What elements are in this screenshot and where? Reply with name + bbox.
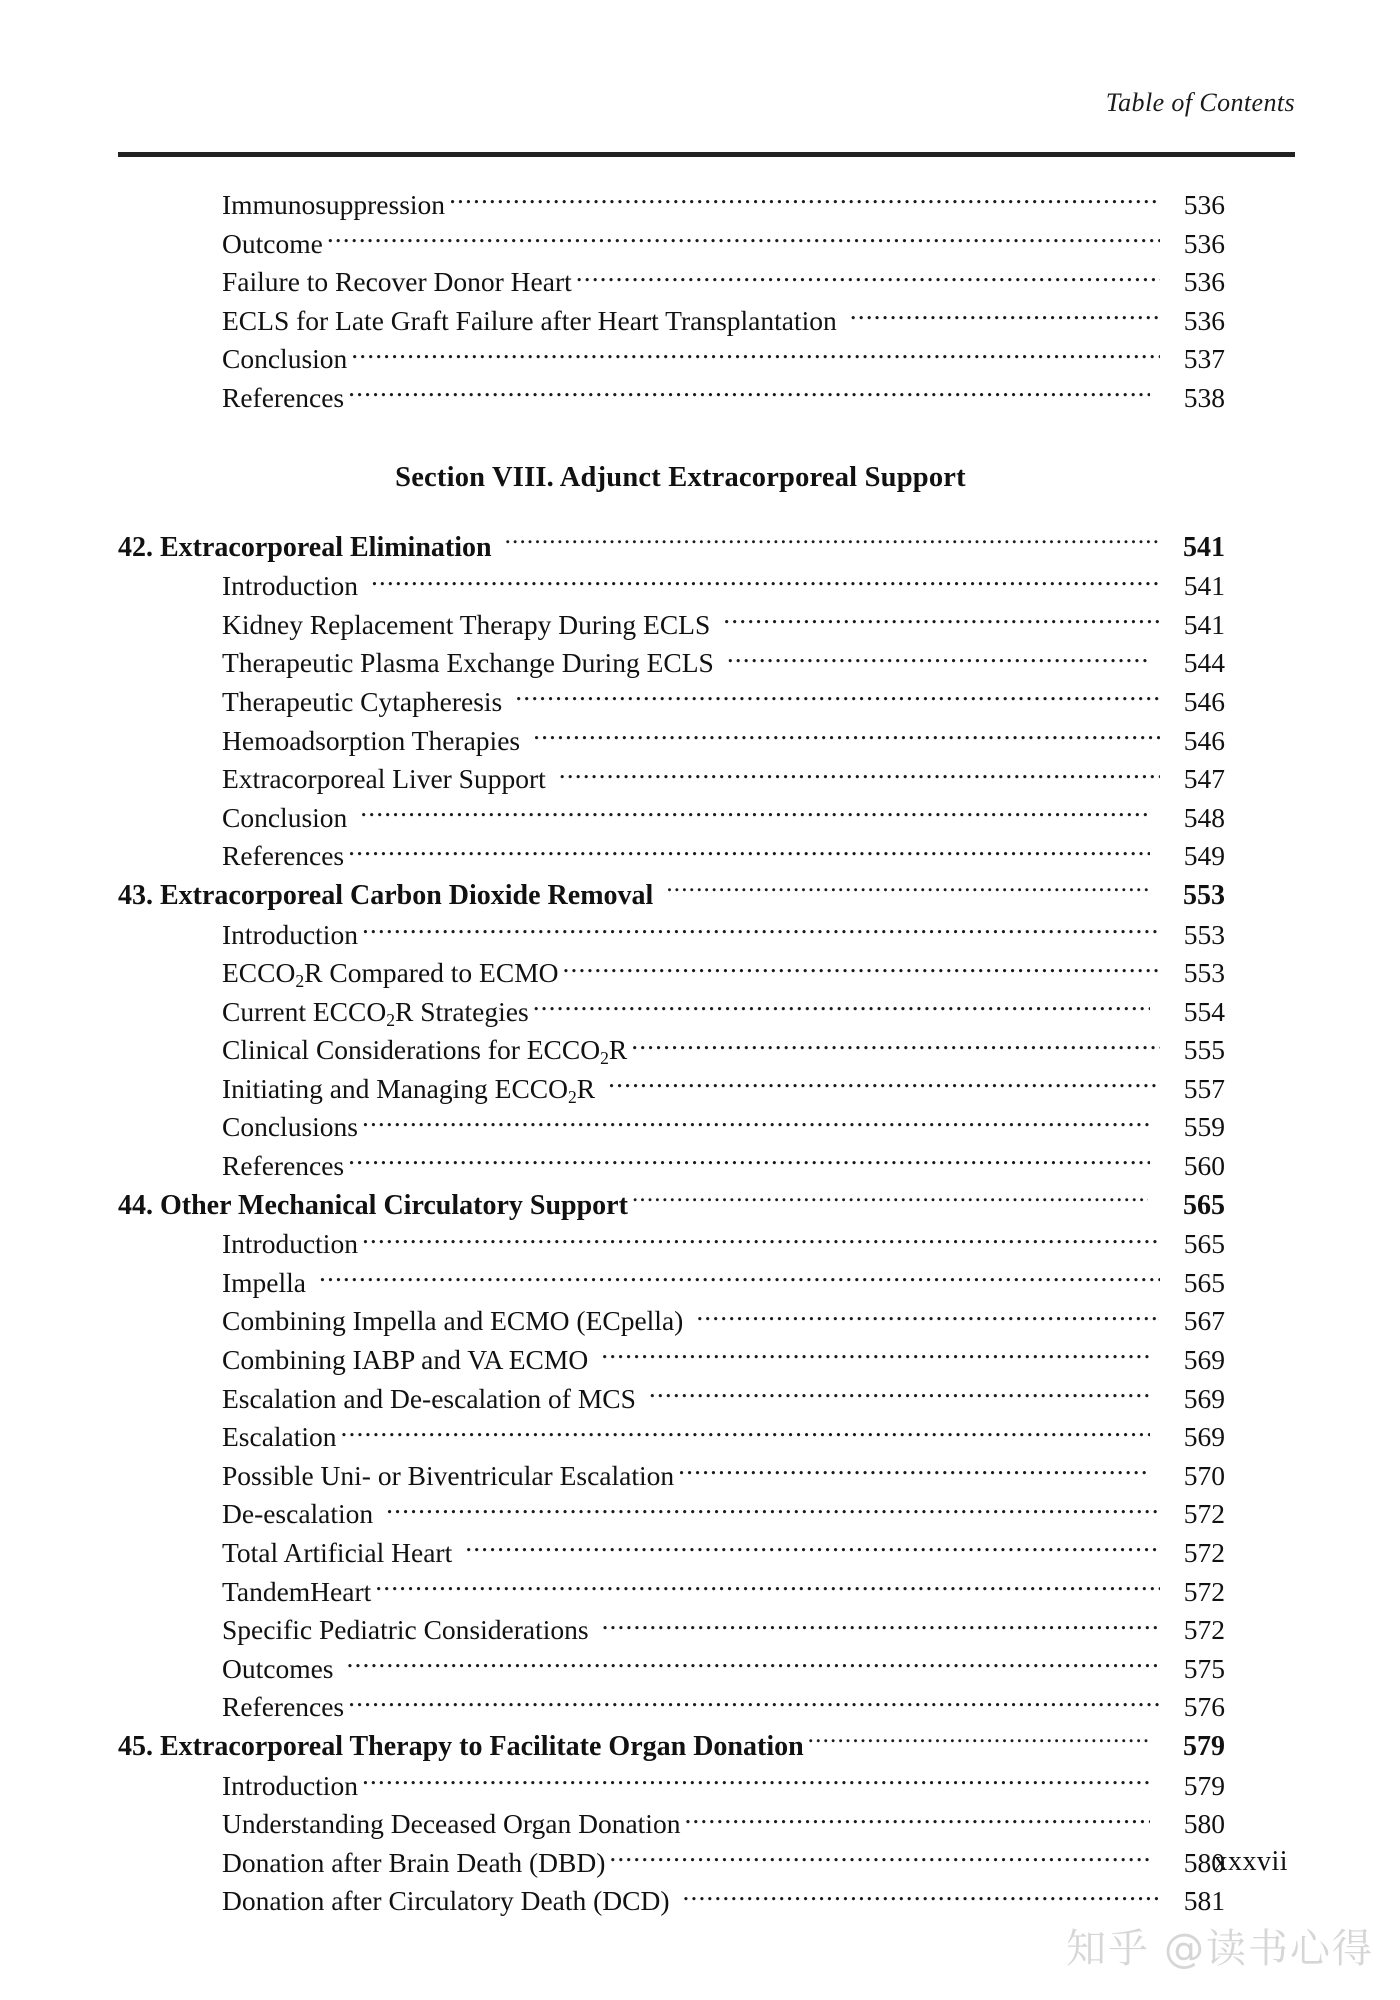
toc-entry-page: 536: [1183, 266, 1225, 298]
toc-sub-entry[interactable]: [222, 1418, 1225, 1457]
toc-entry-page: 541: [1183, 608, 1225, 640]
toc-sub-entry[interactable]: [222, 799, 1225, 838]
toc-entry-label: Donation after Circulatory Death (DCD): [222, 1885, 670, 1917]
toc-entry-label: References: [222, 1691, 345, 1723]
toc-sub-entry[interactable]: [222, 1688, 1225, 1727]
toc-sub-entry[interactable]: [222, 606, 1225, 645]
toc-dot-leader: [563, 955, 1160, 983]
toc-dot-leader: [649, 1380, 1150, 1408]
toc-dot-leader: [319, 1264, 1160, 1292]
toc-sub-entry[interactable]: [222, 683, 1225, 722]
toc-chapter-entry[interactable]: [118, 1727, 1225, 1767]
toc-entry-page: 536: [1183, 304, 1225, 336]
toc-dot-leader: [808, 1727, 1148, 1755]
toc-sub-entry[interactable]: [222, 722, 1225, 761]
toc-sub-entry[interactable]: [222, 1147, 1225, 1186]
toc-entry-page: 580: [1183, 1808, 1225, 1840]
toc-dot-leader: [727, 645, 1150, 673]
toc-entry-page: 569: [1183, 1421, 1225, 1453]
toc-sub-entry[interactable]: [222, 302, 1225, 341]
toc-entry-label: Possible Uni- or Biventricular Escalation: [222, 1459, 675, 1491]
toc-entry-label: Introduction: [222, 918, 358, 950]
watermark-handle: @读书心得: [1164, 1926, 1374, 1972]
toc-entry-page: 576: [1183, 1691, 1225, 1723]
toc-sub-entry[interactable]: [222, 837, 1225, 876]
toc-entry-label: Conclusions: [222, 1111, 358, 1143]
toc-entry-label: Combining IABP and VA ECMO: [222, 1344, 589, 1376]
toc-entry-label: 42. Extracorporeal Elimination: [118, 531, 492, 563]
toc-dot-leader: [608, 1070, 1160, 1098]
toc-sub-entry[interactable]: [222, 263, 1225, 302]
toc-sub-entry[interactable]: [222, 1070, 1225, 1109]
toc-sub-entry[interactable]: [222, 1264, 1225, 1303]
toc-entry-label: Total Artificial Heart: [222, 1537, 453, 1568]
toc-entry-page: 553: [1183, 879, 1225, 911]
toc-entry-label: References: [222, 1150, 345, 1182]
toc-entry-page: 553: [1183, 957, 1225, 989]
toc-entry-page: 536: [1183, 227, 1225, 259]
toc-entry-label: Immunosuppression: [222, 189, 446, 220]
toc-dot-leader: [602, 1612, 1160, 1640]
toc-entry-page: 572: [1183, 1614, 1225, 1646]
toc-sub-entry[interactable]: [222, 379, 1225, 418]
toc-dot-leader: [362, 1226, 1160, 1254]
toc-dot-leader: [348, 1689, 1160, 1717]
toc-sub-entry[interactable]: [222, 1457, 1225, 1496]
toc-entry-page: 553: [1183, 918, 1225, 950]
toc-dot-leader: [684, 1806, 1150, 1834]
toc-entry-label: Outcomes: [222, 1652, 334, 1684]
toc-entry-page: 547: [1183, 763, 1225, 795]
toc-entry-label: Clinical Considerations for $ECCO_2R$: [222, 1034, 628, 1069]
toc-sub-entry[interactable]: [222, 760, 1225, 799]
toc-entry-page: 579: [1183, 1769, 1225, 1801]
toc-entry-page: 570: [1183, 1459, 1225, 1491]
toc-sub-entry[interactable]: [222, 644, 1225, 683]
toc-dot-leader: [533, 993, 1150, 1021]
toc-sub-entry[interactable]: [222, 1882, 1225, 1921]
toc-entry-label: Combining Impella and ECMO (ECpella): [222, 1305, 684, 1337]
toc-entry-label: 44. Other Mechanical Circulatory Support: [118, 1189, 628, 1221]
toc-sub-entry[interactable]: [222, 1380, 1225, 1419]
toc-chapter-entry[interactable]: [118, 1186, 1225, 1226]
toc-entry-page: 572: [1183, 1575, 1225, 1607]
toc-sub-entry[interactable]: [222, 1495, 1225, 1534]
toc-sub-entry[interactable]: [222, 567, 1225, 606]
toc-entry-label: Therapeutic Cytapheresis: [222, 685, 503, 717]
toc-sub-entry[interactable]: [222, 1611, 1225, 1650]
toc-entry-label: Introduction: [222, 570, 358, 602]
toc-dot-leader: [386, 1496, 1160, 1524]
toc-dot-leader: [515, 683, 1160, 711]
toc-dot-leader: [327, 225, 1160, 253]
toc-entry-page: 581: [1183, 1885, 1225, 1917]
toc-dot-leader: [375, 1573, 1160, 1601]
toc-dot-leader: [362, 1109, 1150, 1137]
toc-dot-leader: [723, 606, 1160, 634]
section-heading: Section VIII. Adjunct Extracorporeal Support: [395, 461, 966, 493]
toc-entry-page: 537: [1183, 343, 1225, 375]
toc-sub-entry[interactable]: [222, 1573, 1225, 1612]
toc-entry-label: Therapeutic Plasma Exchange During ECLS: [222, 647, 714, 679]
toc-dot-leader: [351, 341, 1160, 369]
toc-dot-leader: [696, 1303, 1160, 1331]
toc-entry-label: $ECCO_2R$ Compared to ECMO: [222, 957, 559, 992]
toc-dot-leader: [341, 1419, 1150, 1447]
toc-entry-page: 554: [1183, 995, 1225, 1027]
toc-entry-label: Escalation: [222, 1421, 337, 1453]
toc-entry-page: 569: [1183, 1382, 1225, 1414]
toc-entry-page: 572: [1183, 1537, 1225, 1568]
toc-entry-label: 43. Extracorporeal Carbon Dioxide Removal: [118, 879, 654, 911]
toc-dot-leader: [348, 379, 1150, 407]
toc-entry-label: Current $ECCO_2R$ Strategies: [222, 995, 529, 1030]
toc-entry-page: 546: [1183, 685, 1225, 717]
toc-entry-label: 45. Extracorporeal Therapy to Facilitate Organ Donation: [118, 1730, 804, 1762]
toc-entry-label: Conclusion: [222, 343, 348, 375]
toc-entry-page: 536: [1183, 189, 1225, 220]
toc-entry-label: Outcome: [222, 227, 323, 259]
toc-sub-entry[interactable]: [222, 1844, 1225, 1883]
toc-entry-page: 560: [1183, 1150, 1225, 1182]
toc-sub-entry[interactable]: [222, 1031, 1225, 1070]
toc-entry-label: Introduction: [222, 1769, 358, 1801]
toc-entry-label: Extracorporeal Liver Support: [222, 763, 546, 795]
toc-sub-entry[interactable]: [222, 1341, 1225, 1380]
toc-dot-leader: [609, 1844, 1150, 1872]
toc-entry-label: TandemHeart: [222, 1575, 372, 1607]
toc-entry-label: Failure to Recover Donor Heart: [222, 266, 572, 298]
toc-entry-label: Kidney Replacement Therapy During ECLS: [222, 608, 711, 640]
toc-entry-page: 579: [1183, 1730, 1225, 1762]
toc-entry-page: 565: [1183, 1189, 1225, 1221]
toc-dot-leader: [683, 1883, 1161, 1911]
toc-sub-entry[interactable]: [222, 1650, 1225, 1689]
toc-dot-leader: [348, 838, 1150, 866]
toc-entry-label: Understanding Deceased Organ Donation: [222, 1808, 681, 1840]
toc-entry-page: 541: [1183, 531, 1225, 563]
toc-body: [118, 186, 1225, 1921]
toc-entry-label: Escalation and De-escalation of MCS: [222, 1382, 636, 1414]
toc-dot-leader: [465, 1535, 1160, 1563]
toc-entry-page: 575: [1183, 1652, 1225, 1684]
toc-entry-page: 538: [1183, 381, 1225, 413]
toc-entry-label: Impella: [222, 1266, 306, 1298]
toc-entry-page: 546: [1183, 724, 1225, 756]
toc-entry-page: 549: [1183, 840, 1225, 872]
toc-sub-entry[interactable]: [222, 186, 1225, 225]
toc-sub-entry[interactable]: [222, 225, 1225, 264]
toc-sub-entry[interactable]: [222, 916, 1225, 955]
toc-chapter-entry[interactable]: [118, 528, 1225, 568]
toc-entry-page: 567: [1183, 1305, 1225, 1337]
toc-continued-group: [118, 186, 1225, 418]
toc-dot-leader: [559, 761, 1160, 789]
toc-dot-leader: [533, 722, 1160, 750]
toc-dot-leader: [631, 1032, 1160, 1060]
toc-chapter-entry[interactable]: [118, 876, 1225, 916]
toc-dot-leader: [449, 187, 1160, 215]
toc-dot-leader: [362, 1767, 1150, 1795]
toc-entry-page: 544: [1183, 647, 1225, 679]
toc-entry-page: 555: [1183, 1034, 1225, 1066]
toc-entry-label: Conclusion: [222, 801, 348, 833]
toc-dot-leader: [576, 264, 1160, 292]
toc-dot-leader: [678, 1457, 1150, 1485]
toc-dot-leader: [666, 876, 1148, 904]
toc-entry-label: De-escalation: [222, 1498, 374, 1530]
toc-entry-label: Initiating and Managing $ECCO_2R$: [222, 1072, 596, 1107]
toc-dot-leader: [850, 302, 1160, 330]
page-number: xxxvii: [1213, 1846, 1288, 1877]
toc-entry-page: 559: [1183, 1111, 1225, 1143]
toc-dot-leader: [348, 1148, 1150, 1176]
toc-dot-leader: [362, 916, 1160, 944]
toc-sub-entry[interactable]: [222, 340, 1225, 379]
toc-entry-label: ECLS for Late Graft Failure after Heart Transplantation: [222, 304, 837, 336]
toc-sub-entry[interactable]: [222, 954, 1225, 993]
toc-sub-entry[interactable]: [222, 1805, 1225, 1844]
toc-dot-leader: [347, 1650, 1160, 1678]
toc-entry-label: References: [222, 840, 345, 872]
watermark: [1066, 1917, 1374, 1974]
toc-dot-leader: [601, 1342, 1150, 1370]
toc-entry-page: 565: [1183, 1266, 1225, 1298]
toc-entry-label: Specific Pediatric Considerations: [222, 1614, 589, 1646]
toc-entry-page: 548: [1183, 801, 1225, 833]
toc-entry-label: Donation after Brain Death (DBD): [222, 1846, 606, 1878]
header-rule: [118, 152, 1295, 157]
toc-entry-page: 557: [1183, 1072, 1225, 1104]
toc-dot-leader: [371, 568, 1160, 596]
toc-sub-entry[interactable]: [222, 1302, 1225, 1341]
toc-entry-page: 569: [1183, 1344, 1225, 1376]
toc-entry-page: 541: [1183, 570, 1225, 602]
toc-dot-leader: [360, 799, 1150, 827]
toc-entry-page: 580: [1183, 1846, 1225, 1878]
toc-entries-group: [118, 528, 1225, 1921]
toc-entry-page: 572: [1183, 1498, 1225, 1530]
toc-entry-label: Introduction: [222, 1228, 358, 1260]
toc-sub-entry[interactable]: [222, 1767, 1225, 1806]
toc-sub-entry[interactable]: [222, 1108, 1225, 1147]
toc-entry-label: Hemoadsorption Therapies: [222, 724, 521, 756]
watermark-brand: 知乎: [1066, 1926, 1150, 1972]
running-head: Table of Contents: [1105, 88, 1295, 117]
toc-entry-page: 565: [1183, 1228, 1225, 1260]
toc-dot-leader: [505, 528, 1158, 556]
toc-sub-entry[interactable]: [222, 993, 1225, 1032]
toc-dot-leader: [632, 1186, 1148, 1214]
toc-sub-entry[interactable]: [222, 1225, 1225, 1264]
toc-entry-label: References: [222, 381, 345, 413]
toc-sub-entry[interactable]: [222, 1534, 1225, 1573]
